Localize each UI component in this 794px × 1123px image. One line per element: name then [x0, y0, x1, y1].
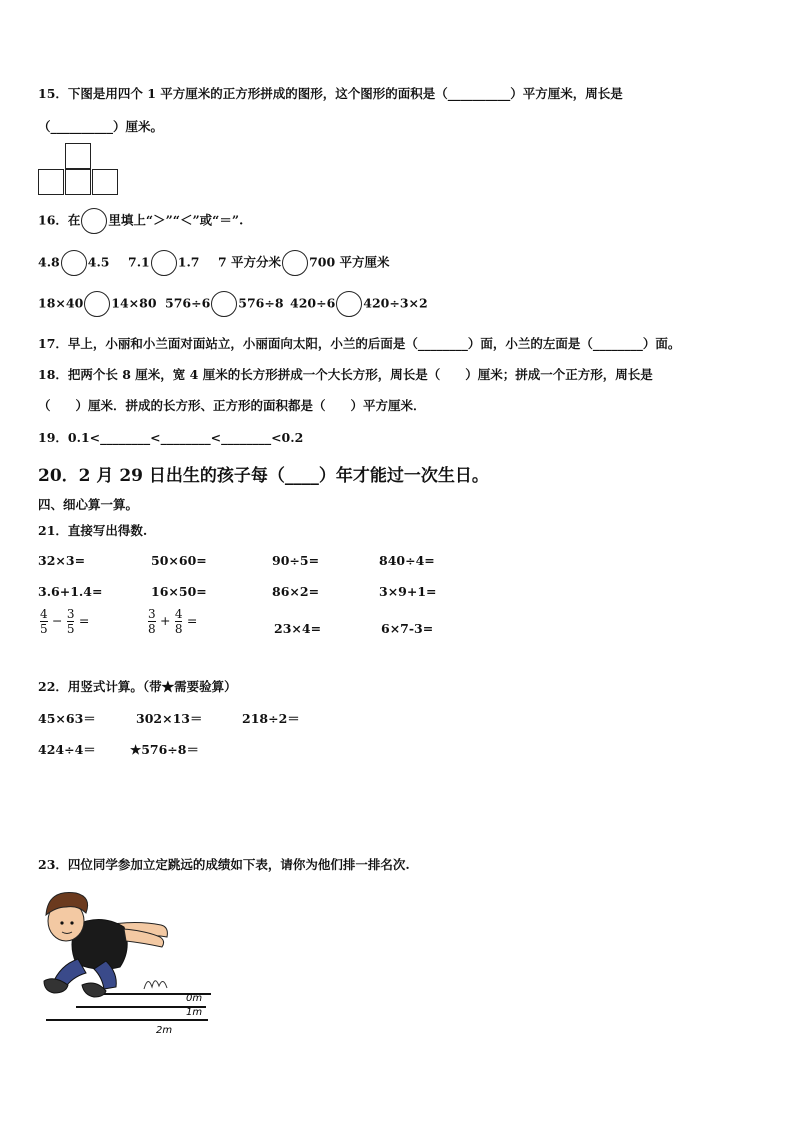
q21-r1c3: 90÷5= — [272, 553, 320, 568]
q21-r2c4: 3×9+1= — [379, 584, 437, 599]
compare-circle[interactable] — [211, 291, 237, 317]
q16-row1-item1: 4.8 4.5 — [38, 250, 110, 276]
label-2m: 2m — [156, 1025, 173, 1035]
label-0m: 0m — [186, 993, 203, 1004]
fraction: $\frac{3}{5}$ — [66, 607, 75, 636]
fraction: $\frac{4}{5}$ — [40, 607, 48, 636]
q22-r1c2: 302×13＝ — [136, 711, 203, 726]
q21-fraction-expr-2: $\frac{3}{8}$ + $\frac{4}{8}$ = — [148, 607, 198, 636]
square-bottom-middle — [65, 169, 91, 195]
q22-r1c3: 218÷2＝ — [242, 711, 300, 726]
q21-r1c4: 840÷4= — [379, 553, 435, 568]
q15-line1: 15．下图是用四个 1 平方厘米的正方形拼成的图形，这个图形的面积是（__________）平方厘米，周长是 — [38, 86, 623, 101]
q16-row1-item3: 7 平方分米 700 平方厘米 — [218, 250, 390, 276]
q21-r2c1: 3.6+1.4= — [38, 584, 103, 599]
fraction: $\frac{3}{8}$ — [148, 607, 156, 636]
q18-line2: （ ）厘米．拼成的长方形、正方形的面积都是（ ）平方厘米． — [38, 398, 426, 413]
section-heading: 四、细心算一算。 — [38, 497, 139, 512]
q16-row2-item1: 18×40 14×80 — [38, 291, 157, 317]
q22-r1c1: 45×63＝ — [38, 711, 96, 726]
q20-text: 20．2 月 29 日出生的孩子每（____）年才能过一次生日。 — [38, 466, 489, 486]
q16-row1-item2: 7.1 1.7 — [128, 250, 200, 276]
q17-text: 17．早上，小丽和小兰面对面站立，小丽面向太阳，小兰的后面是（________）面，小兰的左面是（________）面。 — [38, 336, 681, 351]
fraction: $\frac{4}{8}$ — [174, 607, 183, 636]
compare-circle[interactable] — [84, 291, 110, 317]
q16-heading — [38, 208, 243, 234]
q22-r2c1: 424÷4＝ — [38, 742, 96, 757]
q21-r1c1: 32×3= — [38, 553, 86, 568]
q19-text: 19．0.1<________<________<________<0.2 — [38, 430, 304, 445]
q16-head-a: 16．在 — [38, 212, 81, 228]
dust-mark — [144, 981, 167, 989]
q21-r3c3: 23×4= — [274, 621, 322, 636]
square-bottom-left — [38, 169, 64, 195]
blank-circle — [81, 208, 107, 234]
label-1m: 1m — [186, 1007, 203, 1018]
q21-r3c4: 6×7-3= — [381, 621, 434, 636]
q18-line1: 18．把两个长 8 厘米，宽 4 厘米的长方形拼成一个大长方形，周长是（ ）厘米；拼成一个正方形，周长是 — [38, 367, 653, 382]
compare-circle[interactable] — [151, 250, 177, 276]
compare-circle[interactable] — [282, 250, 308, 276]
long-jump-illustration — [36, 885, 216, 1035]
compare-circle[interactable] — [336, 291, 362, 317]
q21-fraction-expr-1: $\frac{4}{5}$ − $\frac{3}{5}$ = — [40, 607, 90, 636]
compare-circle[interactable] — [61, 250, 87, 276]
q23-text: 23．四位同学参加立定跳远的成绩如下表，请你为他们排一排名次. — [38, 857, 410, 872]
q15-line2: （__________）厘米。 — [38, 119, 164, 134]
q21-r2c2: 16×50= — [151, 584, 207, 599]
square-figure — [38, 143, 120, 197]
q16-head-b: 里填上“＞”“＜”或“＝”. — [108, 212, 244, 228]
q21-r1c2: 50×60= — [151, 553, 207, 568]
q22-title: 22．用竖式计算。（带★需要验算） — [38, 679, 237, 694]
square-bottom-right — [92, 169, 118, 195]
q16-row2-item2: 576÷6 576÷8 — [165, 291, 284, 317]
q21-title: 21．直接写出得数. — [38, 523, 148, 538]
q22-r2c2: ★576÷8＝ — [130, 742, 199, 757]
square-top — [65, 143, 91, 169]
q16-row2-item3: 420÷6 420÷3×2 — [290, 291, 428, 317]
q21-r2c3: 86×2= — [272, 584, 320, 599]
